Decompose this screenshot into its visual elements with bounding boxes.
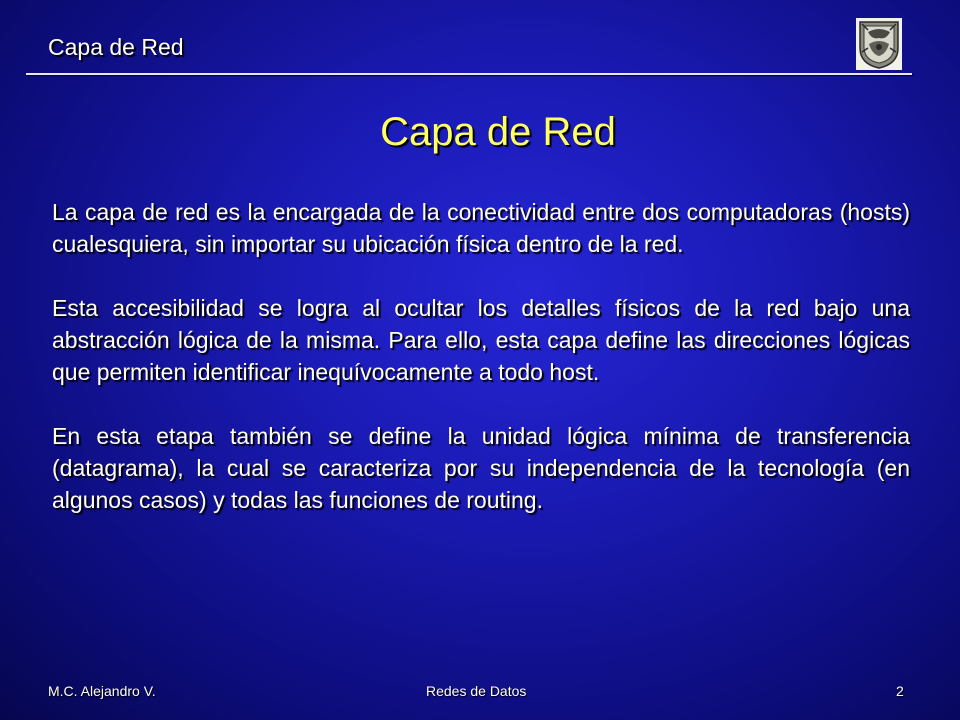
header-title: Capa de Red (48, 34, 184, 60)
footer-course: Redes de Datos (426, 683, 527, 699)
footer-page-number: 2 (896, 683, 904, 699)
header-divider (26, 73, 912, 75)
university-seal-icon (856, 18, 902, 70)
paragraph-accessibility: Esta accesibilidad se logra al ocultar los detalles físicos de la red bajo una abstracción lógica de la misma. Para ello, esta capa define las direcciones lógicas que permiten identificar inequívocamente a todo host. (52, 295, 910, 385)
paragraph-datagram: En esta etapa también se define la unidad lógica mínima de transferencia (datagrama), la cual se caracteriza por su independencia de la tecnología (en algunos casos) y todas las funciones de routing. (52, 423, 910, 513)
slide-title: Capa de Red (380, 110, 616, 154)
slide-body (52, 196, 910, 548)
footer-author: M.C. Alejandro V. (48, 683, 156, 699)
paragraph-connectivity: La capa de red es la encargada de la conectividad entre dos computadoras (hosts) cualesquiera, sin importar su ubicación física dentro de la red. (52, 199, 910, 257)
